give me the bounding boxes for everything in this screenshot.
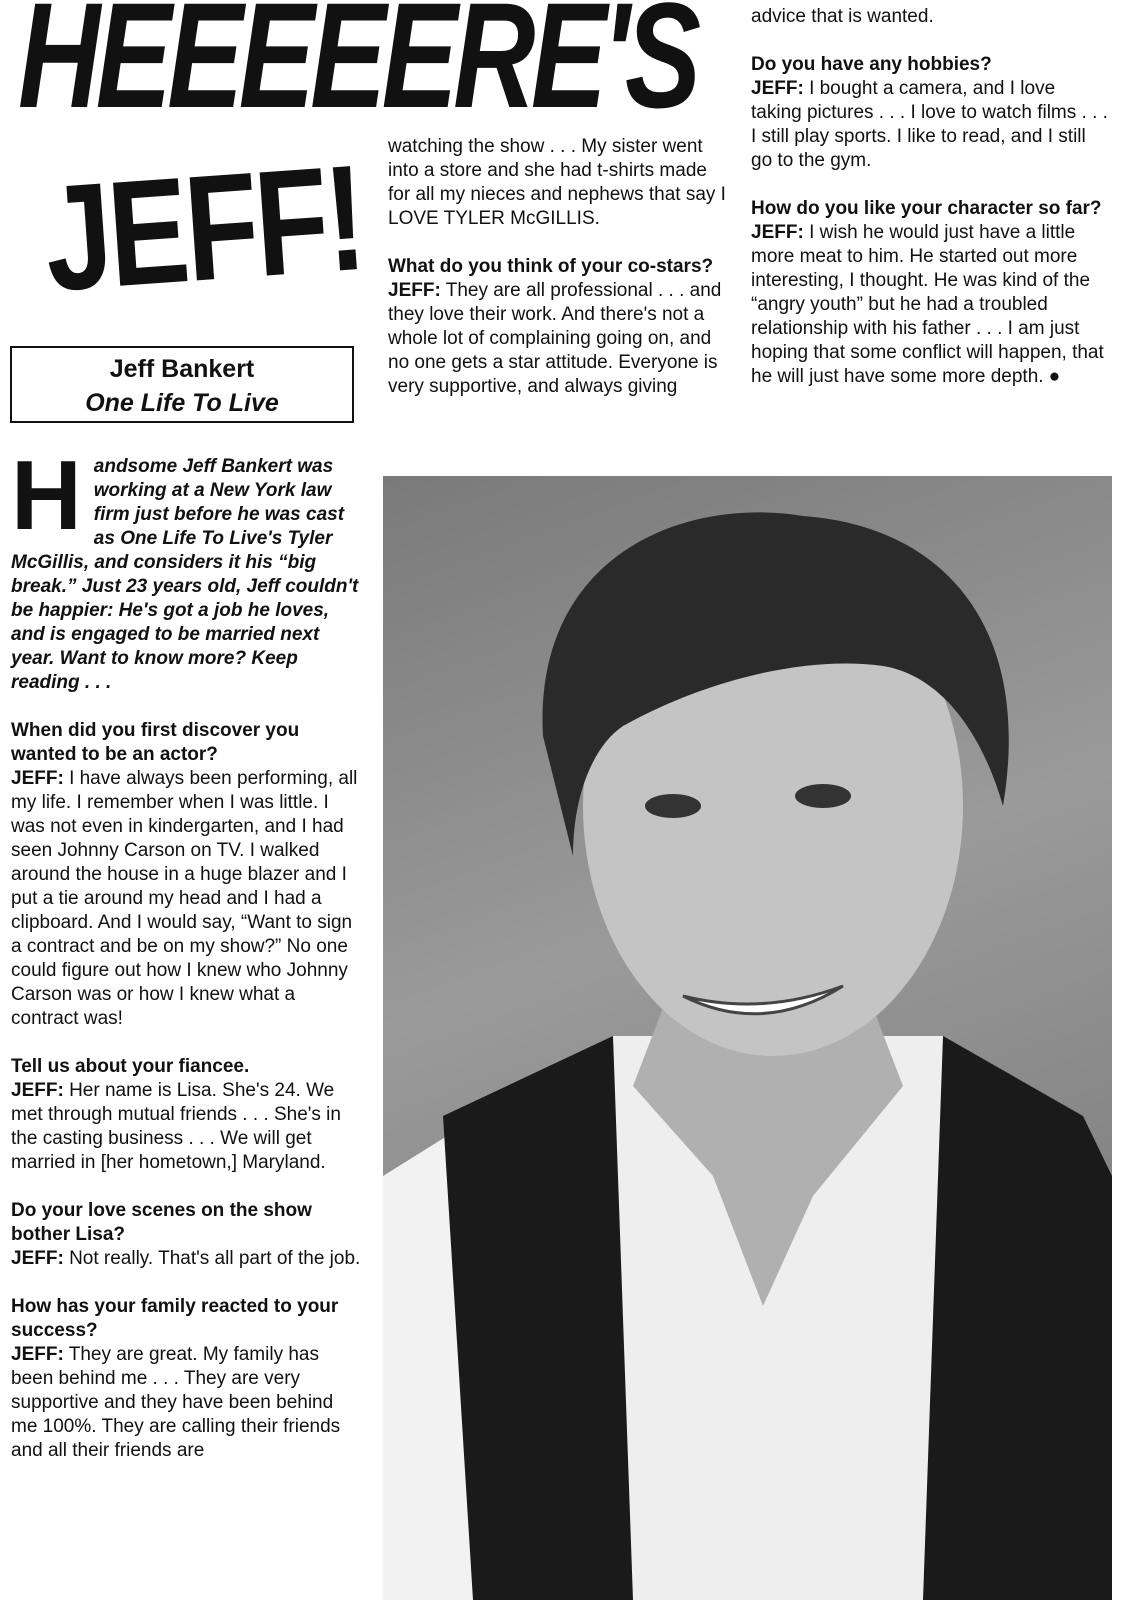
speaker: JEFF: [751,78,804,99]
answer: Not really. That's all part of the job. [69,1248,361,1269]
answer: I have always been performing, all my life. I remember when I was little. I was not even in kindergarten, and I had seen Johnny Carson on TV. I walked around the house in a huge blazer and I put a tie around my head and I had a clipboard. And I would say, “Want to sign a contract and be on my show?” No one could figure out how I knew who Johnny Carson was or how I knew what a contract was! [11,768,358,1029]
qa-item [11,1055,361,1175]
intro-paragraph [11,440,361,695]
speaker: JEFF: [751,222,804,243]
drop-cap: H [11,440,82,550]
headline-line2: JEFF! [39,132,368,323]
actor-name: Jeff Bankert [109,355,255,383]
question: How has your family reacted to your success? [11,1296,339,1341]
answer: I bought a camera, and I love taking pictures . . . I love to watch films . . . I still play sports. I like to read, and I still go to the gym. [751,78,1108,171]
column-left [11,440,361,1487]
answer: I wish he would just have a little more meat to him. He started out more interesting, I thought. He was kind of the “angry youth” but he had a troubled relationship with his father . . . I am just hoping that some conflict will happen, that he will just have some more depth. ● [751,222,1104,387]
answer: They are great. My family has been behind me . . . They are very supportive and they have been behind me 100%. They are calling their friends and all their friends are [11,1344,341,1461]
headline-line1: HEEEEERE'S [18,0,697,139]
portrait-photo [383,476,1112,1600]
column-middle [388,135,728,423]
continued-text: advice that is wanted. [751,6,934,27]
speaker: JEFF: [11,1248,64,1269]
question: Do you have any hobbies? [751,54,992,75]
show-name: One Life To Live [85,389,279,417]
question: What do you think of your co-stars? [388,256,714,277]
qa-item [11,719,361,1031]
continued-text: watching the show . . . My sister went into a store and she had t-shirts made for all my nieces and nephews that say I LOVE TYLER McGILLIS. [388,136,726,229]
question: When did you first discover you wanted to be an actor? [11,720,300,765]
speaker: JEFF: [11,1080,64,1101]
portrait-illustration [383,476,1112,1600]
name-box [10,346,354,423]
speaker: JEFF: [11,768,64,789]
qa-item [388,255,728,399]
intro-text: andsome Jeff Bankert was working at a New York law firm just before he was cast as One Life To Live's Tyler McGillis, and considers it his “big break.” Just 23 years old, Jeff couldn't be happier: He's got a job he loves, and is engaged to be married next year. Want to know more? Keep reading . . . [11,456,359,693]
column-right [751,5,1111,413]
speaker: JEFF: [11,1344,64,1365]
qa-item [751,197,1111,389]
question: How do you like your character so far? [751,198,1102,219]
qa-item [11,1199,361,1271]
qa-item [11,1295,361,1463]
qa-item [751,53,1111,173]
answer: Her name is Lisa. She's 24. We met through mutual friends . . . She's in the casting business . . . We will get married in [her hometown,] Maryland. [11,1080,341,1173]
question: Tell us about your fiancee. [11,1056,250,1077]
question: Do your love scenes on the show bother Lisa? [11,1200,312,1245]
speaker: JEFF: [388,280,441,301]
answer: They are all professional . . . and they love their work. And there's not a whole lot of complaining going on, and no one gets a star attitude. Everyone is very supportive, and always giving [388,280,722,397]
